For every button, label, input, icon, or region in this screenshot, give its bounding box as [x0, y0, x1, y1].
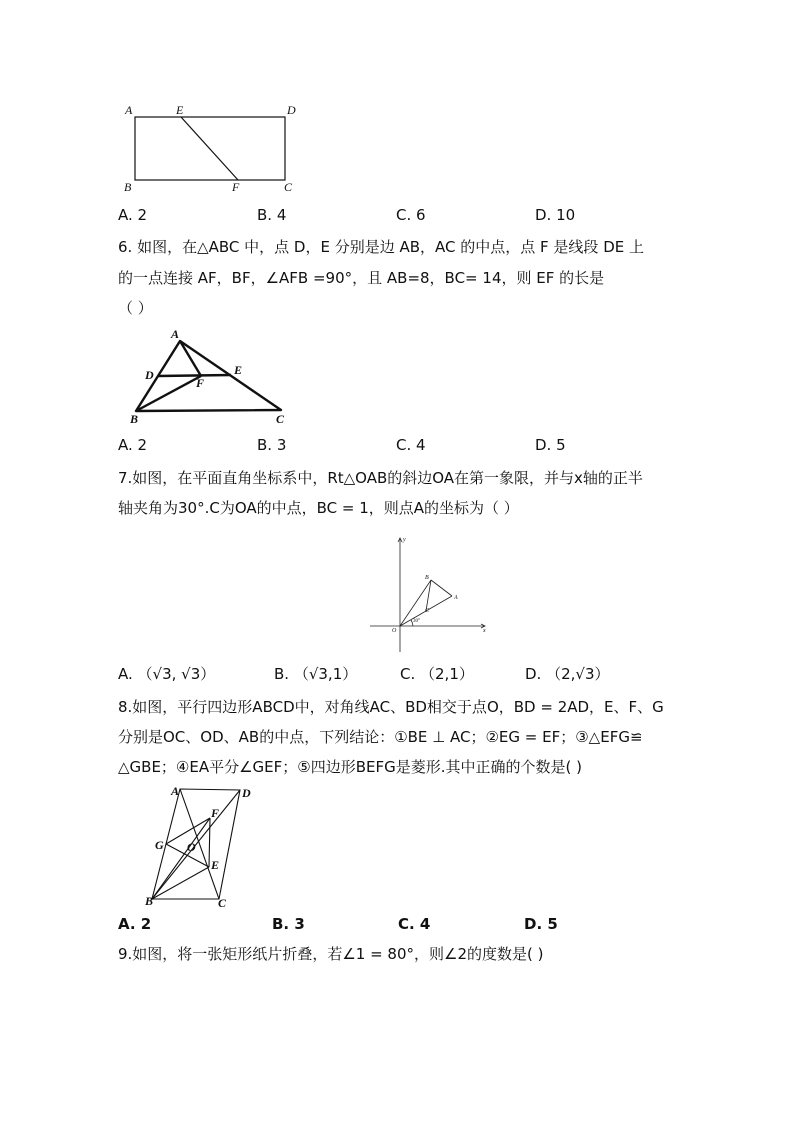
label-A: A: [125, 103, 133, 117]
label-D: D: [287, 103, 296, 117]
q7-label-C: C: [425, 608, 430, 614]
q8-label-F: F: [211, 806, 220, 820]
label-C: C: [284, 180, 293, 194]
q8-label-G: G: [155, 838, 164, 852]
q8-option-d: D. 5: [524, 915, 558, 933]
q5-option-b: B. 4: [257, 206, 287, 224]
q8-line3: △GBE；④EA平分∠GEF；⑤四边形BEFG是菱形.其中正确的个数是( ): [118, 758, 582, 776]
q8-label-C: C: [218, 896, 227, 910]
q9-line1: 9.如图，将一张矩形纸片折叠，若∠1 = 80°，则∠2的度数是( ): [118, 945, 544, 963]
q7-option-b: B. （√3,1）: [274, 665, 358, 683]
q6-label-F: F: [196, 376, 205, 390]
q6-option-d: D. 5: [535, 436, 566, 454]
q6-label-D: D: [145, 368, 154, 382]
q7-option-a: A. （√3, √3）: [118, 665, 216, 683]
q7-label-angle: 30°: [413, 619, 420, 624]
q8-label-B: B: [145, 894, 154, 908]
q5-option-a: A. 2: [118, 206, 148, 224]
q8-line1: 8.如图，平行四边形ABCD中，对角线AC、BD相交于点O，BD = 2AD，E、F、G: [118, 698, 664, 716]
q7-label-x: x: [483, 628, 486, 634]
q8-label-O: O: [187, 840, 196, 854]
q6-label-C: C: [276, 412, 285, 426]
q7-label-A: A: [454, 595, 458, 601]
q6-option-b: B. 3: [257, 436, 287, 454]
q7-option-c: C. （2,1）: [400, 665, 474, 683]
label-E: E: [176, 103, 184, 117]
q7-line2: 轴夹角为30°.C为OA的中点，BC = 1，则点A的坐标为（ ）: [118, 499, 519, 517]
q8-option-a: A. 2: [118, 915, 152, 933]
q8-line2: 分别是OC、OD、AB的中点，下列结论：①BE ⊥ AC；②EG = EF；③△EFG≌: [118, 728, 643, 746]
q7-label-y: y: [403, 537, 406, 543]
q7-line1: 7.如图，在平面直角坐标系中，Rt△OAB的斜边OA在第一象限，并与x轴的正半: [118, 469, 643, 487]
q7-option-d: D. （2,√3）: [525, 665, 610, 683]
q6-line3: （ ）: [118, 299, 153, 317]
q6-line2: 的一点连接 AF，BF，∠AFB =90°，且 AB=8，BC= 14，则 EF 的长是: [118, 269, 605, 287]
q6-option-a: A. 2: [118, 436, 148, 454]
q8-label-E: E: [211, 858, 220, 872]
q6-label-A: A: [171, 327, 180, 341]
q8-option-b: B. 3: [272, 915, 305, 933]
q8-label-A: A: [171, 784, 180, 798]
q5-option-c: C. 6: [396, 206, 426, 224]
q8-label-D: D: [242, 786, 251, 800]
label-F: F: [232, 180, 240, 194]
q7-label-O: O: [392, 628, 397, 634]
q6-label-B: B: [130, 412, 139, 426]
q8-option-c: C. 4: [398, 915, 431, 933]
label-B: B: [124, 180, 132, 194]
q7-label-B: B: [425, 575, 429, 581]
q6-option-c: C. 4: [396, 436, 426, 454]
q6-label-E: E: [234, 363, 243, 377]
q5-option-d: D. 10: [535, 206, 576, 224]
q6-line1: 6. 如图，在△ABC 中，点 D，E 分别是边 AB，AC 的中点，点 F 是线段 DE 上: [118, 238, 644, 256]
